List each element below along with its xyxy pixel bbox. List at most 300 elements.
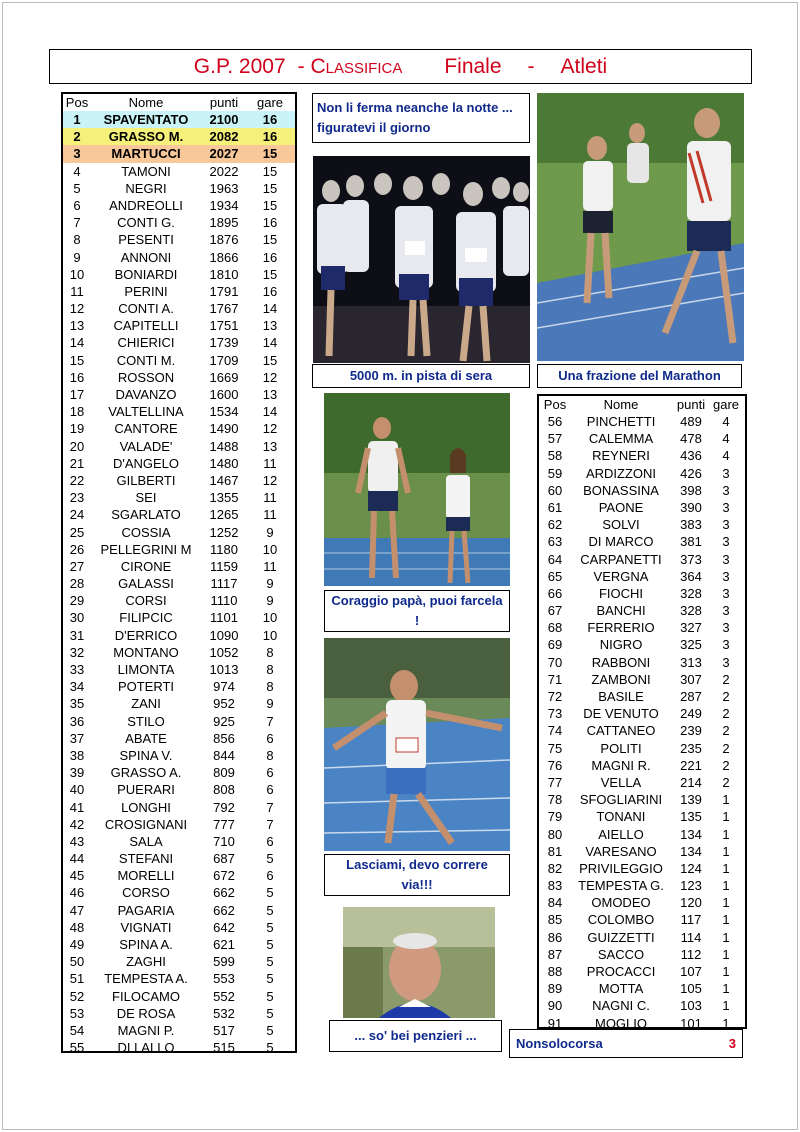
table-row — [63, 403, 295, 420]
table-row — [63, 317, 295, 334]
cell-gare: 6 — [266, 730, 274, 746]
cell-gare: 14 — [262, 404, 278, 420]
cell-gare: 13 — [262, 438, 278, 454]
cell-punti: 1600 — [209, 387, 239, 402]
cell-punti: 107 — [680, 964, 702, 979]
cell-punti: 856 — [213, 730, 235, 746]
table-row — [63, 214, 295, 231]
table-row — [63, 867, 295, 884]
cell-nome: SEI — [135, 490, 157, 506]
table-row — [63, 128, 295, 145]
cell-nome: CROSIGNANI — [104, 816, 188, 832]
cell-nome: CONTI G. — [117, 215, 175, 231]
cell-nome: CORSI — [125, 593, 167, 609]
title-finale: Finale — [444, 54, 502, 78]
footer-page-number: 3 — [728, 1036, 736, 1051]
cell-pos: 43 — [69, 833, 85, 849]
table-row — [63, 902, 295, 919]
cell-pos: 83 — [547, 878, 563, 894]
table-row — [63, 438, 295, 455]
cell-pos: 63 — [547, 534, 563, 550]
cell-pos: 79 — [547, 809, 563, 825]
caption-coraggio: Coraggio papà, puoi farcela ! — [324, 590, 510, 632]
cell-nome: PINCHETTI — [586, 414, 656, 429]
table-row — [63, 334, 295, 351]
table-row — [539, 585, 745, 602]
cell-gare: 5 — [266, 851, 274, 867]
cell-nome: ZANI — [131, 696, 161, 712]
cell-gare: 10 — [262, 627, 278, 643]
cell-punti: 710 — [213, 833, 235, 849]
cell-pos: 56 — [547, 414, 563, 429]
cell-gare: 15 — [262, 352, 278, 368]
cell-pos: 73 — [547, 706, 563, 722]
cell-pos: 88 — [547, 964, 563, 979]
cell-nome: REYNERI — [592, 448, 650, 464]
cell-pos: 90 — [547, 998, 563, 1014]
table-row — [539, 946, 745, 963]
cell-nome: BANCHI — [596, 603, 646, 619]
cell-gare: 15 — [262, 232, 278, 248]
cell-punti: 642 — [213, 919, 235, 935]
cell-gare: 2 — [722, 723, 730, 739]
cell-nome: CIRONE — [120, 558, 172, 574]
cell-punti: 1934 — [209, 197, 239, 213]
cell-punti: 1252 — [209, 524, 239, 540]
cell-pos: 41 — [69, 799, 85, 815]
cell-gare: 1 — [722, 826, 730, 842]
header-punti: punti — [209, 95, 239, 110]
cell-pos: 1 — [73, 112, 81, 127]
cell-punti: 1480 — [209, 455, 239, 471]
table-row — [539, 722, 745, 739]
cell-nome: ANDREOLLI — [109, 197, 183, 213]
cell-punti: 2100 — [209, 112, 239, 127]
cell-pos: 39 — [69, 765, 85, 781]
cell-nome: SPAVENTATO — [103, 112, 189, 127]
photo-father-daughter — [324, 393, 510, 586]
cell-punti: 974 — [213, 679, 235, 695]
cell-nome: MAGNI P. — [117, 1022, 175, 1038]
cell-nome: SPINA A. — [119, 937, 173, 952]
cell-gare: 1 — [722, 964, 730, 979]
cell-nome: SGARLATO — [111, 507, 181, 523]
cell-punti: 364 — [680, 568, 702, 584]
table-row — [63, 352, 295, 369]
cell-nome: DI MARCO — [588, 534, 654, 550]
photo-night-race — [313, 156, 530, 363]
page-title — [49, 49, 752, 84]
table-row — [539, 447, 745, 464]
table-row — [539, 602, 745, 619]
table-row — [539, 826, 745, 843]
table-row — [63, 1005, 295, 1022]
cell-gare: 1 — [722, 843, 730, 859]
cell-pos: 20 — [69, 438, 85, 454]
cell-nome: DE VENUTO — [583, 706, 659, 722]
cell-pos: 38 — [69, 747, 85, 763]
cell-pos: 78 — [547, 792, 563, 808]
cell-punti: 287 — [680, 689, 702, 704]
header-nome: Nome — [603, 397, 639, 412]
table-row — [539, 740, 745, 757]
table-row — [63, 231, 295, 248]
cell-pos: 30 — [69, 610, 85, 626]
cell-nome: NEGRI — [125, 180, 167, 196]
cell-punti: 1895 — [209, 215, 239, 231]
cell-gare: 3 — [722, 637, 730, 653]
table-row — [63, 541, 295, 558]
cell-gare: 16 — [262, 249, 278, 265]
cell-gare: 3 — [722, 568, 730, 584]
table-row — [63, 678, 295, 695]
cell-nome: MONTANO — [113, 644, 179, 660]
cell-punti: 120 — [680, 895, 702, 911]
cell-punti: 1052 — [209, 644, 239, 660]
table-row — [63, 816, 295, 833]
title-atleti: Atleti — [560, 54, 608, 78]
cell-punti: 112 — [680, 946, 702, 962]
cell-punti: 383 — [680, 517, 702, 533]
cell-pos: 67 — [547, 603, 563, 619]
cell-pos: 72 — [547, 689, 563, 704]
cell-pos: 23 — [69, 490, 85, 506]
table-row — [63, 386, 295, 403]
cell-punti: 1751 — [209, 318, 239, 334]
table-row — [63, 283, 295, 300]
cell-punti: 2082 — [209, 129, 239, 145]
cell-pos: 89 — [547, 981, 563, 997]
cell-gare: 16 — [262, 215, 278, 231]
cell-gare: 4 — [722, 448, 730, 464]
caption-pista-sera: 5000 m. in pista di sera — [312, 364, 530, 388]
cell-pos: 65 — [547, 568, 563, 584]
cell-gare: 3 — [722, 654, 730, 670]
cell-punti: 1467 — [209, 472, 239, 488]
table-row — [539, 997, 745, 1014]
cell-pos: 50 — [69, 954, 85, 970]
cell-punti: 792 — [213, 799, 235, 815]
table-row — [63, 713, 295, 730]
cell-punti: 139 — [680, 792, 702, 808]
cell-nome: VALADE' — [119, 438, 173, 454]
cell-punti: 1963 — [209, 180, 239, 196]
cell-pos: 28 — [69, 576, 85, 592]
cell-nome: PERINI — [124, 283, 168, 299]
cell-nome: D'ERRICO — [114, 627, 178, 643]
cell-pos: 85 — [547, 912, 563, 928]
cell-pos: 24 — [69, 507, 85, 523]
cell-gare: 6 — [266, 833, 274, 849]
cell-gare: 5 — [266, 902, 274, 918]
table-row — [63, 455, 295, 472]
table-row — [63, 747, 295, 764]
table-row — [539, 430, 745, 447]
cell-nome: POLITI — [600, 740, 642, 756]
cell-punti: 1265 — [209, 507, 239, 523]
cell-gare: 3 — [722, 551, 730, 567]
table-row — [63, 833, 295, 850]
cell-nome: BASILE — [598, 689, 644, 704]
cell-pos: 44 — [69, 851, 85, 867]
cell-pos: 47 — [69, 902, 85, 918]
cell-nome: GILBERTI — [116, 472, 176, 488]
cell-pos: 34 — [69, 679, 85, 695]
cell-gare: 7 — [266, 713, 274, 729]
title-dash: - — [527, 54, 535, 78]
cell-punti: 235 — [680, 740, 702, 756]
cell-punti: 221 — [680, 757, 702, 773]
photo-runner-finish — [324, 638, 510, 851]
table-row — [63, 936, 295, 953]
table-row — [539, 774, 745, 791]
cell-punti: 373 — [680, 551, 702, 567]
cell-pos: 42 — [69, 816, 85, 832]
cell-pos: 57 — [547, 431, 563, 447]
cell-punti: 325 — [680, 637, 702, 653]
table-row — [63, 1039, 295, 1056]
table-row — [63, 369, 295, 386]
cell-pos: 32 — [69, 644, 85, 660]
cell-gare: 15 — [262, 197, 278, 213]
table-row — [539, 499, 745, 516]
table-row — [539, 705, 745, 722]
cell-pos: 33 — [69, 662, 85, 677]
table-row — [63, 489, 295, 506]
cell-gare: 5 — [266, 971, 274, 987]
cell-gare: 1 — [722, 998, 730, 1014]
cell-pos: 35 — [69, 696, 85, 712]
cell-gare: 12 — [262, 472, 278, 488]
cell-punti: 1767 — [209, 301, 239, 317]
cell-nome: SPINA V. — [119, 747, 173, 763]
cell-pos: 82 — [547, 860, 563, 876]
cell-punti: 621 — [213, 937, 235, 952]
cell-nome: PROCACCI — [586, 964, 656, 979]
cell-gare: 15 — [262, 146, 278, 162]
cell-nome: SACCO — [597, 946, 645, 962]
cell-pos: 11 — [70, 283, 84, 299]
cell-pos: 13 — [69, 318, 85, 334]
cell-pos: 69 — [547, 637, 563, 653]
cell-punti: 552 — [213, 988, 235, 1004]
cell-nome: VERGNA — [593, 568, 649, 584]
cell-punti: 313 — [680, 654, 702, 670]
cell-gare: 3 — [722, 620, 730, 636]
cell-nome: GALASSI — [118, 576, 174, 592]
cell-nome: PELLEGRINI M — [100, 541, 192, 557]
cell-pos: 9 — [73, 249, 81, 265]
cell-nome: TEMPESTA A. — [104, 971, 188, 987]
cell-nome: CAPITELLI — [113, 318, 179, 334]
table-body — [63, 111, 295, 1056]
cell-punti: 1810 — [209, 266, 239, 282]
table-row — [63, 799, 295, 816]
cell-nome: SALA — [129, 833, 163, 849]
cell-punti: 478 — [680, 431, 702, 447]
table-row — [539, 413, 745, 430]
table-row — [63, 919, 295, 936]
cell-punti: 105 — [680, 981, 702, 997]
cell-gare: 14 — [262, 301, 278, 317]
photo-marathon-track — [537, 93, 744, 361]
table-row — [539, 963, 745, 980]
cell-nome: OMODEO — [591, 895, 651, 911]
cell-pos: 49 — [69, 937, 85, 952]
cell-pos: 64 — [547, 551, 563, 567]
table-row — [63, 661, 295, 678]
cell-pos: 2 — [73, 129, 81, 145]
table-row — [63, 609, 295, 626]
cell-pos: 61 — [547, 499, 563, 515]
table-row — [63, 197, 295, 214]
cell-gare: 7 — [266, 799, 274, 815]
cell-punti: 1490 — [209, 421, 239, 437]
cell-punti: 553 — [213, 971, 235, 987]
cell-nome: PUERARI — [117, 782, 175, 798]
cell-pos: 76 — [547, 757, 563, 773]
table-row — [539, 860, 745, 877]
cell-punti: 117 — [680, 912, 702, 928]
cell-nome: FILIPCIC — [119, 610, 173, 626]
cell-nome: LONGHI — [121, 799, 171, 815]
cell-pos: 71 — [547, 671, 563, 687]
cell-pos: 37 — [69, 730, 85, 746]
cell-punti: 1791 — [209, 283, 239, 299]
cell-punti: 925 — [213, 713, 235, 729]
cell-gare: 9 — [266, 576, 274, 592]
table-row — [539, 911, 745, 928]
table-row — [63, 180, 295, 197]
cell-gare: 3 — [722, 482, 730, 498]
cell-gare: 2 — [722, 706, 730, 722]
table-row — [539, 894, 745, 911]
caption-marathon: Una frazione del Marathon — [537, 364, 742, 388]
table-row — [539, 671, 745, 688]
cell-pos: 80 — [547, 826, 563, 842]
cell-pos: 86 — [547, 929, 563, 945]
table-row — [63, 592, 295, 609]
cell-gare: 4 — [722, 431, 730, 447]
cell-pos: 16 — [69, 369, 85, 385]
cell-nome: ABATE — [125, 730, 167, 746]
cell-pos: 60 — [547, 482, 563, 498]
cell-punti: 239 — [680, 723, 702, 739]
cell-nome: MAGNI R. — [591, 757, 651, 773]
cell-punti: 124 — [680, 860, 702, 876]
cell-gare: 13 — [262, 318, 278, 334]
cell-pos: 84 — [547, 895, 563, 911]
table-row — [63, 420, 295, 437]
table-row — [63, 249, 295, 266]
cell-pos: 14 — [69, 335, 85, 351]
cell-pos: 25 — [69, 524, 85, 540]
cell-punti: 328 — [680, 585, 702, 601]
cell-nome: GUIZZETTI — [587, 929, 655, 945]
cell-pos: 19 — [69, 421, 85, 437]
cell-punti: 489 — [680, 414, 702, 429]
cell-gare: 11 — [263, 507, 277, 523]
table-row — [63, 266, 295, 283]
cell-punti: 687 — [213, 851, 235, 867]
table-row — [63, 627, 295, 644]
cell-nome: STEFANI — [118, 851, 174, 867]
cell-pos: 26 — [69, 541, 85, 557]
table-row — [539, 791, 745, 808]
cell-punti: 809 — [213, 765, 235, 781]
cell-pos: 36 — [69, 713, 85, 729]
cell-pos: 17 — [69, 387, 85, 402]
cell-punti: 532 — [213, 1005, 235, 1021]
cell-gare: 6 — [266, 782, 274, 798]
cell-punti: 1534 — [209, 404, 239, 420]
cell-pos: 12 — [69, 301, 85, 317]
table-row — [63, 145, 295, 162]
table-row — [63, 850, 295, 867]
cell-nome: PRIVILEGGIO — [579, 860, 663, 876]
cell-punti: 103 — [680, 998, 702, 1014]
cell-nome: COSSIA — [121, 524, 171, 540]
cell-punti: 1117 — [210, 576, 238, 592]
table-body — [539, 413, 745, 1032]
cell-punti: 327 — [680, 620, 702, 636]
table-row — [539, 843, 745, 860]
cell-nome: SOLVI — [602, 517, 640, 533]
cell-pos: 75 — [547, 740, 563, 756]
cell-punti: 662 — [213, 885, 235, 901]
cell-punti: 135 — [680, 809, 702, 825]
cell-punti: 1866 — [209, 249, 239, 265]
cell-punti: 1669 — [209, 369, 239, 385]
cell-punti: 2022 — [209, 163, 239, 179]
cell-gare: 8 — [266, 662, 274, 677]
cell-pos: 66 — [547, 585, 563, 601]
cell-pos: 6 — [73, 197, 81, 213]
cell-nome: D'ANGELO — [112, 455, 180, 471]
table-row — [63, 970, 295, 987]
cell-punti: 134 — [680, 826, 702, 842]
cell-gare: 2 — [722, 757, 730, 773]
cell-nome: CONTI A. — [118, 301, 174, 317]
cell-nome: FILOCAMO — [112, 988, 180, 1004]
cell-punti: 1709 — [209, 352, 239, 368]
header-pos: Pos — [543, 397, 567, 412]
cell-punti: 390 — [680, 499, 702, 515]
cell-gare: 5 — [266, 1005, 274, 1021]
cell-pos: 5 — [73, 180, 81, 196]
photo-portrait — [343, 907, 495, 1018]
cell-nome: TEMPESTA G. — [578, 878, 664, 894]
cell-nome: POTERTI — [117, 679, 175, 695]
cell-nome: NIGRO — [599, 637, 643, 653]
cell-gare: 12 — [262, 421, 278, 437]
cell-nome: VARESANO — [585, 843, 657, 859]
cell-gare: 3 — [722, 465, 730, 481]
cell-nome: CARPANETTI — [580, 551, 662, 567]
table-header — [63, 94, 295, 111]
cell-nome: ZAGHI — [126, 954, 166, 970]
footer-brand: Nonsolocorsa — [516, 1036, 603, 1051]
header-pos: Pos — [65, 95, 89, 110]
cell-gare: 7 — [266, 816, 274, 832]
cell-gare: 6 — [266, 765, 274, 781]
cell-gare: 5 — [266, 954, 274, 970]
cell-gare: 11 — [263, 455, 277, 471]
cell-gare: 2 — [722, 689, 730, 704]
cell-gare: 16 — [262, 112, 278, 127]
cell-gare: 3 — [722, 603, 730, 619]
cell-punti: 114 — [680, 929, 702, 945]
